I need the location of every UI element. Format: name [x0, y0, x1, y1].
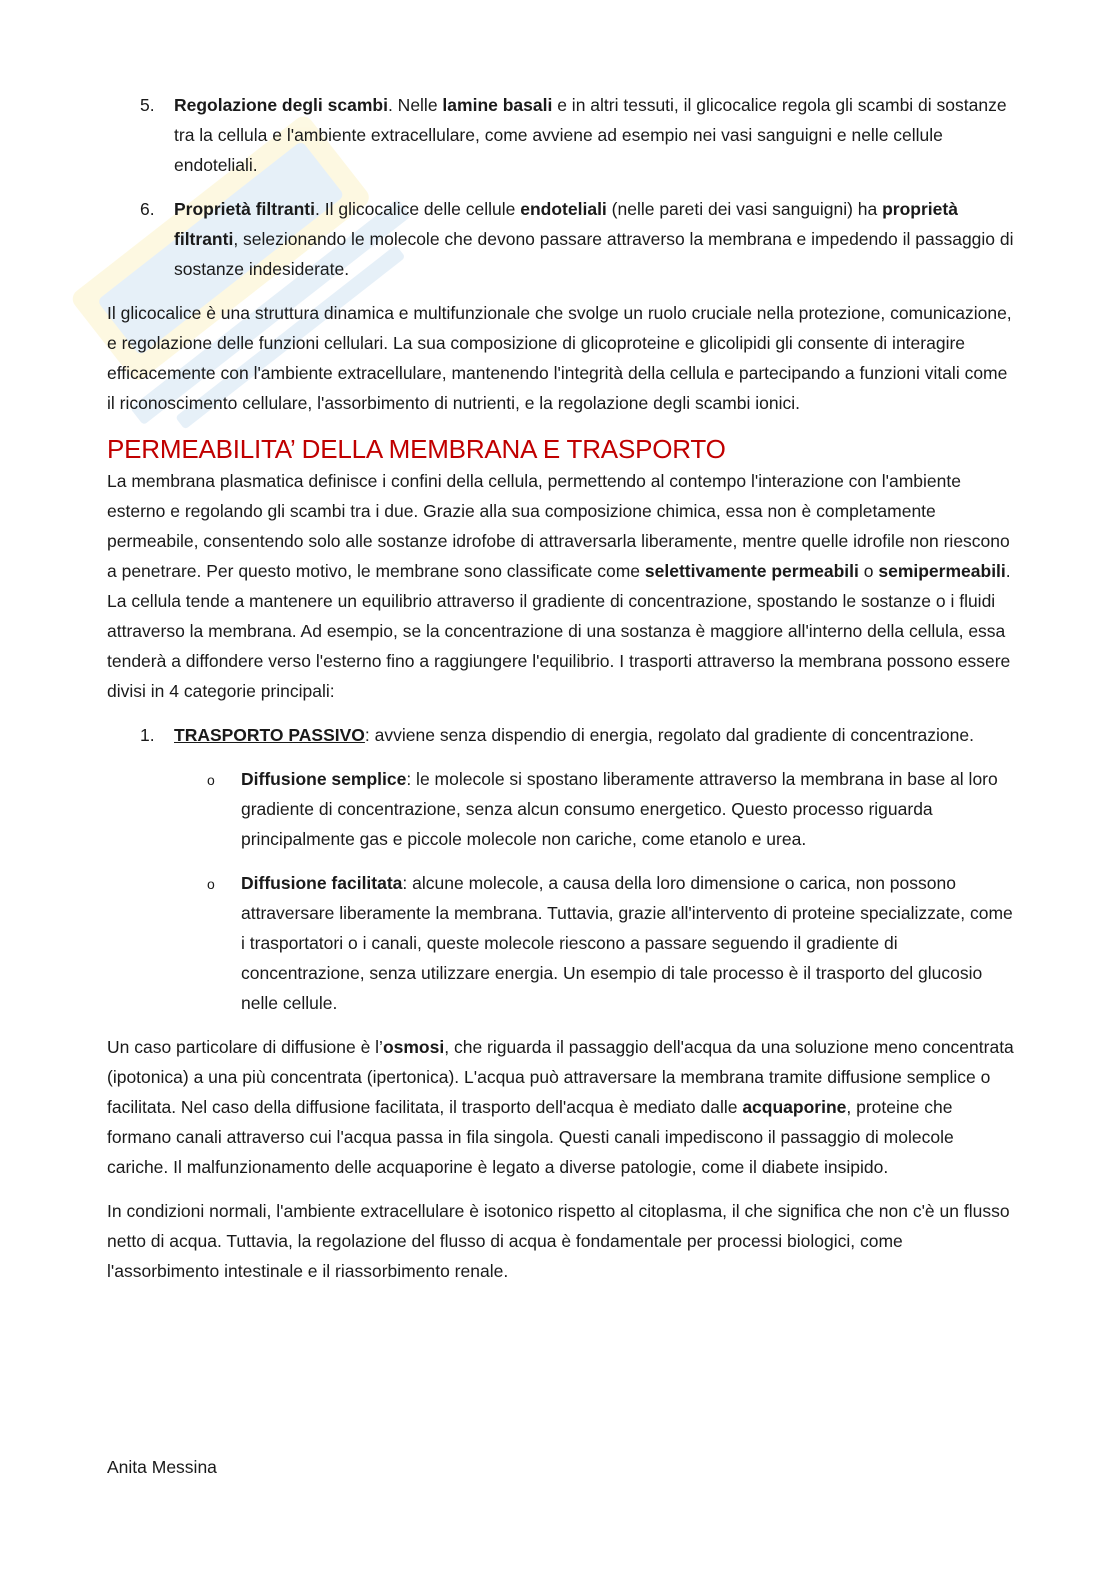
text: . La cellula tende a mantenere un equilibrio attraverso il gradiente di concentrazione, spostando le sostanze o i fluidi attraverso la membrana. Ad esempio, se la concentrazione di una sostanza è maggiore all'interno della cellula, essa tenderà a diffondere verso l'esterno fino a raggiungere l'equilibrio. I trasporti attraverso la membrana possono essere divisi in 4 categorie principali: — [107, 561, 1011, 701]
paragraph-glicocalice: Il glicocalice è una struttura dinamica e multifunzionale che svolge un ruolo cruciale nella protezione, comunicazione, e regolazione delle funzioni cellulari. La sua composizione di glicoproteine e glicolipidi gli consente di interagire efficacemente con l'ambiente extracellulare, mantenendo l'integrità della cellula e partecipando a funzioni vitali come il riconoscimento cellulare, l'assorbimento di nutrienti, e la regolazione degli scambi ionici. — [107, 303, 1012, 413]
text: , selezionando le molecole che devono passare attraverso la membrana e impedendo il passaggio di sostanze indesiderate. — [174, 229, 1014, 279]
term: proprietà filtranti — [174, 199, 958, 249]
term: endoteliali — [520, 199, 607, 219]
term: Regolazione degli scambi — [174, 95, 388, 115]
section-heading: PERMEABILITA’ DELLA MEMBRANA E TRASPORTO — [107, 434, 726, 464]
text: , proteine che formano canali attraverso cui l'acqua passa in fila singola. Questi canali impediscono il passaggio di molecole cariche. Il malfunzionamento delle acquaporine è legato a diverse patologie, come il diabete insipido. — [107, 1097, 954, 1177]
list-number: 5. — [140, 95, 155, 115]
term: Proprietà filtranti — [174, 199, 315, 219]
term: Diffusione facilitata — [241, 873, 403, 893]
term: osmosi — [382, 1037, 445, 1057]
term: semipermeabili — [878, 561, 1006, 581]
text: o — [858, 561, 879, 581]
bullet-icon: o — [207, 876, 215, 892]
text: (nelle pareti dei vasi sanguigni) ha — [606, 199, 883, 219]
text: . Nelle — [387, 95, 443, 115]
sublist-item-diffusione-facilitata — [107, 868, 1016, 1018]
list-number: 1. — [140, 725, 155, 745]
text: La membrana plasmatica definisce i confini della cellula, permettendo al contempo l'interazione con l'ambiente esterno e regolando gli scambi tra i due. Grazie alla sua composizione chimica, essa non è completamente permeabile, consentendo solo alle sostanze idrofobe di attraversarla liberamente, mentre quelle idrofile non riescono a penetrare. Per questo motivo, le membrane sono classificate come — [107, 471, 1010, 581]
list-item-regolazione — [107, 90, 1016, 180]
footer-author: Anita Messina — [107, 1457, 217, 1477]
text: : le molecole si spostano liberamente attraverso la membrana in base al loro gradiente di concentrazione, senza alcun consumo energetico. Questo processo riguarda principalmente gas e piccole molecole non cariche, come etanolo e urea. — [241, 769, 998, 849]
term: selettivamente permeabili — [644, 561, 859, 581]
list-item-trasporto-passivo — [107, 720, 1016, 1018]
list-top — [107, 90, 1016, 284]
term: Diffusione semplice — [241, 769, 407, 789]
paragraph-membrana — [107, 466, 1016, 706]
sublist — [174, 764, 1016, 1018]
list-number: 6. — [140, 199, 155, 219]
text: Un caso particolare di diffusione è l’ — [107, 1037, 383, 1057]
text: , che riguarda il passaggio dell'acqua da una soluzione meno concentrata (ipotonica) a una più concentrata (ipertonica). L'acqua può attraversare la membrana tramite diffusione semplice o facilitata. Nel caso della diffusione facilitata, il trasporto dell'acqua è mediato dalle — [107, 1037, 1014, 1117]
term: acquaporine — [742, 1097, 847, 1117]
text: e in altri tessuti, il glicocalice regola gli scambi di sostanze tra la cellula e l'ambiente extracellulare, come avviene ad esempio nei vasi sanguigni e nelle cellule endoteliali. — [174, 95, 1007, 175]
term: TRASPORTO PASSIVO — [174, 725, 365, 745]
text: : alcune molecole, a causa della loro dimensione o carica, non possono attraversare liberamente la membrana. Tuttavia, grazie all'intervento di proteine specializzate, come i trasportatori o i canali, queste molecole riescono a passare seguendo il gradiente di concentrazione, senza utilizzare energia. Un esempio di tale processo è il trasporto del glucosio nelle cellule. — [241, 873, 1013, 1013]
text: . Il glicocalice delle cellule — [315, 199, 521, 219]
paragraph-osmosi — [107, 1032, 1016, 1182]
term: lamine basali — [442, 95, 553, 115]
list-item-filtranti — [107, 194, 1016, 284]
sublist-item-diffusione-semplice — [107, 764, 1016, 854]
text: : avviene senza dispendio di energia, regolato dal gradiente di concentrazione. — [364, 725, 974, 745]
bullet-icon: o — [207, 772, 215, 788]
list-trasporto — [107, 720, 1016, 1018]
paragraph-isotonico: In condizioni normali, l'ambiente extracellulare è isotonico rispetto al citoplasma, il che significa che non c'è un flusso netto di acqua. Tuttavia, la regolazione del flusso di acqua è fondamentale per processi biologici, come l'assorbimento intestinale e il riassorbimento renale. — [107, 1201, 1010, 1281]
